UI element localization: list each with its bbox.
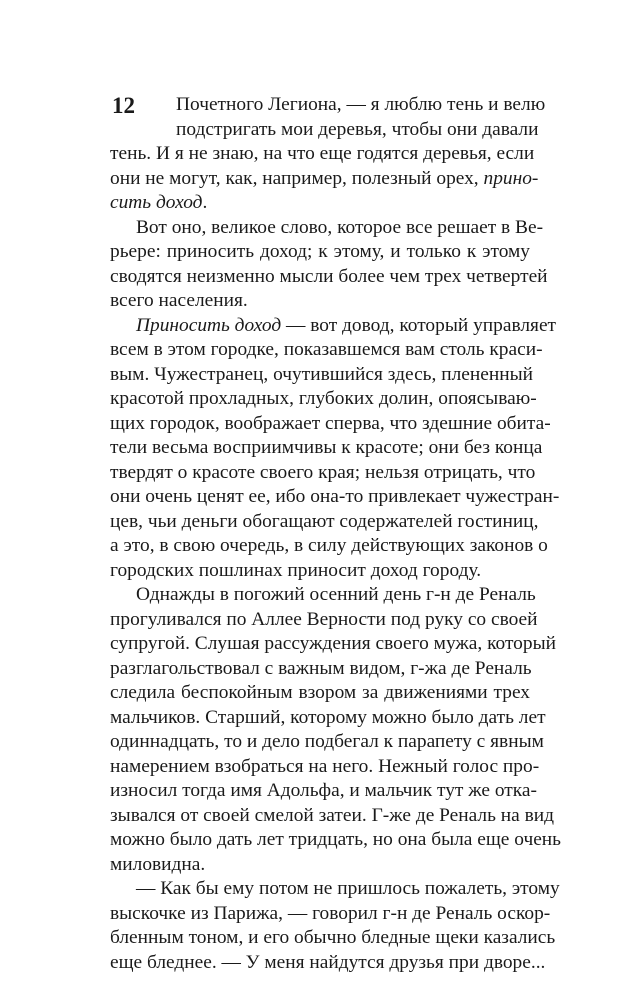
text-segment: всего населения. bbox=[110, 290, 248, 311]
text-segment: — Как бы ему потом не пришлось пожалеть, этому bbox=[136, 878, 560, 899]
text-segment: красотой прохладных, глубоких долин, опоясываю- bbox=[110, 388, 537, 409]
text-line bbox=[110, 534, 548, 559]
text-segment: Почетного Легиона, — я люблю тень и велю bbox=[176, 94, 546, 115]
text-line bbox=[110, 853, 530, 878]
text-segment: можно было дать лет тридцать, но она была еще очень bbox=[110, 829, 562, 850]
text-line bbox=[110, 951, 546, 976]
text-line bbox=[110, 706, 546, 731]
text-segment: выскочке из Парижа, — говорил г-н де Реналь оскор- bbox=[110, 902, 551, 924]
text-line bbox=[110, 583, 536, 608]
text-segment: бленным тоном, и его обычно бледные щеки казались bbox=[110, 927, 556, 948]
text-line bbox=[110, 779, 537, 804]
text-line bbox=[110, 559, 530, 584]
text-line bbox=[110, 93, 546, 118]
text-line bbox=[110, 804, 555, 829]
text-segment: следила беспокойным взором за движениями трех bbox=[110, 682, 530, 703]
text-line bbox=[110, 681, 530, 706]
text-line bbox=[110, 265, 548, 290]
text-line bbox=[110, 926, 556, 951]
text-line bbox=[110, 240, 530, 265]
text-line bbox=[110, 191, 530, 216]
text-segment: супругой. Слушая рассуждения своего мужа, который bbox=[110, 633, 556, 654]
text-line bbox=[110, 412, 551, 437]
text-line bbox=[110, 363, 534, 388]
text-line bbox=[110, 485, 560, 510]
text-segment: они очень ценят ее, ибо она-то привлекает чужестран- bbox=[110, 486, 560, 507]
text-segment: . bbox=[202, 192, 208, 213]
text-line bbox=[110, 167, 539, 192]
text-segment: одиннадцать, то и дело подбегал к парапету с явным bbox=[110, 731, 544, 752]
text-segment: миловидна. bbox=[110, 853, 206, 875]
text-line bbox=[110, 828, 562, 853]
text-line bbox=[110, 730, 544, 755]
text-segment: намерением взобраться на него. Нежный голос про- bbox=[110, 755, 540, 777]
text-segment: — вот довод, который управляет bbox=[281, 314, 557, 336]
text-line bbox=[110, 657, 530, 682]
text-segment: городских пошлинах приносит доход городу. bbox=[110, 559, 482, 581]
text-segment: зывался от своей смелой затеи. Г-же де Реналь на вид bbox=[110, 804, 555, 826]
text-segment: щих городок, воображает сперва, что здешние обита- bbox=[110, 412, 551, 434]
italic-text: прино- bbox=[483, 167, 539, 189]
text-segment: твердят о красоте своего края; нельзя отрицать, что bbox=[110, 461, 536, 483]
text-line bbox=[110, 142, 535, 167]
text-segment: тели весьма восприимчивы к красоте; они без конца bbox=[110, 437, 543, 458]
text-segment: сводятся неизменно мысли более чем трех четвертей bbox=[110, 265, 548, 287]
text-line bbox=[110, 338, 543, 363]
text-line bbox=[110, 632, 556, 657]
text-line bbox=[110, 387, 537, 412]
text-segment: прогуливался по Аллее Верности под руку со своей bbox=[110, 608, 538, 630]
text-line bbox=[110, 755, 540, 780]
page-number: 12 bbox=[112, 93, 135, 118]
text-line bbox=[110, 461, 536, 486]
text-segment: еще бледнее. — У меня найдутся друзья при дворе... bbox=[110, 951, 546, 973]
text-segment: мальчиков. Старший, которому можно было дать лет bbox=[110, 706, 546, 728]
text-segment: а это, в свою очередь, в силу действующих законов о bbox=[110, 535, 548, 556]
text-line bbox=[110, 608, 538, 633]
text-line bbox=[110, 436, 543, 461]
text-line bbox=[110, 314, 557, 339]
text-segment: Вот оно, великое слово, которое все решает в Ве- bbox=[136, 216, 544, 238]
text-segment: износил тогда имя Адольфа, и мальчик тут же отка- bbox=[110, 780, 537, 801]
italic-text: сить доход bbox=[110, 192, 203, 213]
text-line bbox=[110, 877, 560, 902]
text-line bbox=[110, 902, 551, 927]
text-line bbox=[110, 216, 544, 241]
text-line bbox=[110, 118, 539, 143]
italic-text: Приносить доход bbox=[136, 314, 282, 336]
text-segment: вым. Чужестранец, очутившийся здесь, плененный bbox=[110, 363, 534, 385]
text-line bbox=[110, 289, 530, 314]
text-segment: они не могут, как, например, полезный орех, bbox=[110, 167, 484, 189]
text-segment: подстригать мои деревья, чтобы они давали bbox=[176, 118, 539, 140]
text-segment: всем в этом городке, показавшемся вам столь краси- bbox=[110, 339, 543, 360]
text-segment: Однажды в погожий осенний день г-н де Реналь bbox=[136, 584, 536, 605]
body-text bbox=[110, 93, 562, 975]
text-segment: рьере: приносить доход; к этому, и только к этому bbox=[110, 241, 530, 262]
text-line bbox=[110, 510, 539, 535]
text-segment: цев, чьи деньги обогащают содержателей гостиниц, bbox=[110, 510, 539, 532]
text-segment: тень. И я не знаю, на что еще годятся деревья, если bbox=[110, 143, 535, 164]
text-segment: разглагольствовал с важным видом, г-жа де Реналь bbox=[110, 657, 532, 679]
